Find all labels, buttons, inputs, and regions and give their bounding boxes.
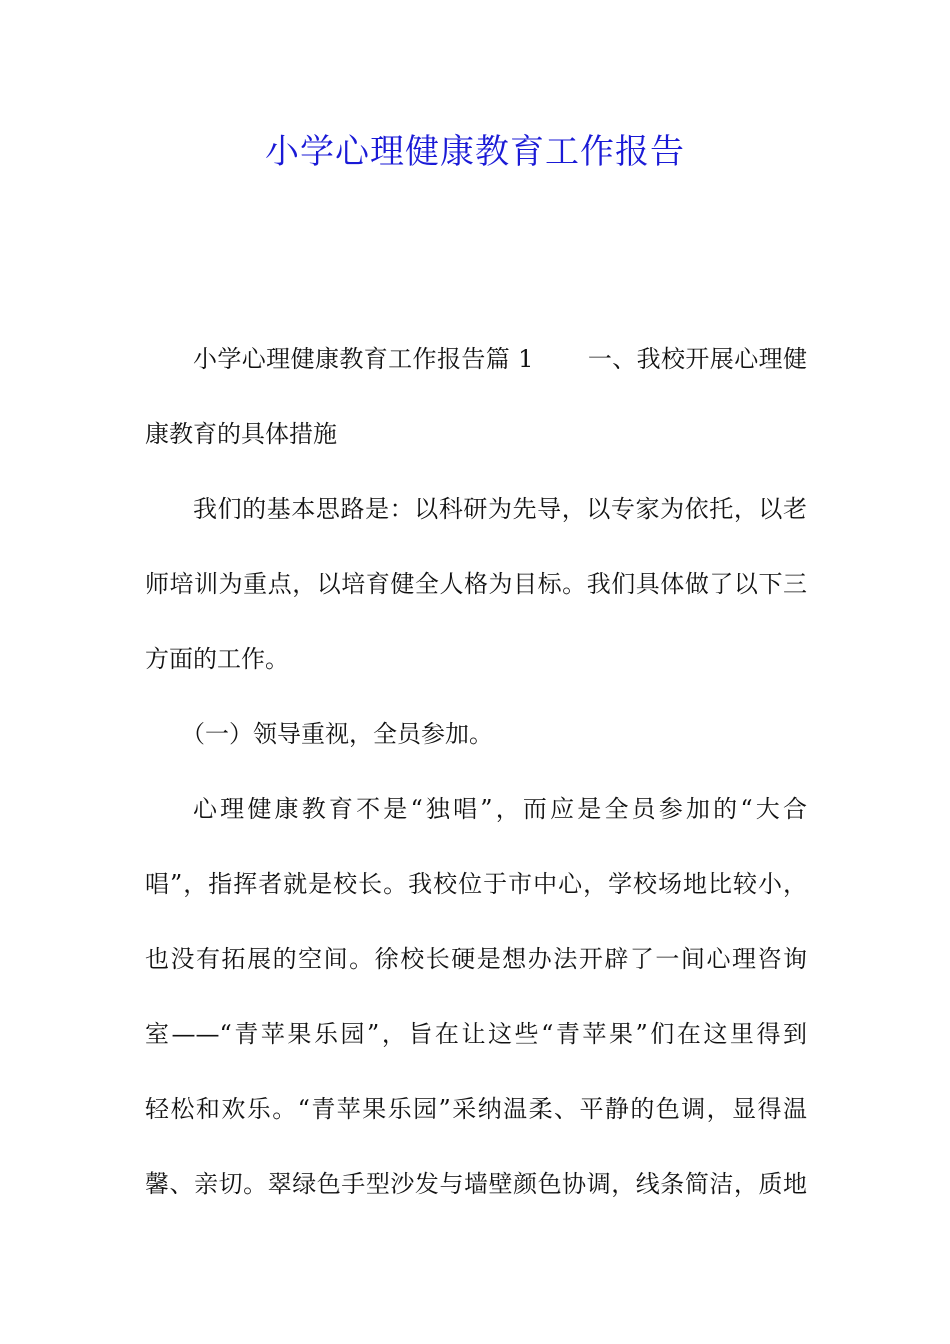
document-body <box>145 322 807 1222</box>
text-line: 心理健康教育不是“独唱”，而应是全员参加的“大合 <box>193 795 807 823</box>
document-title: 小学心理健康教育工作报告 <box>265 132 685 172</box>
text-line: 轻松和欢乐。“青苹果乐园”采纳温柔、平静的色调，显得温 <box>145 1095 807 1123</box>
section-heading: 小学心理健康教育工作报告篇 1 <box>193 345 534 373</box>
text-line: 也没有拓展的空间。徐校长硬是想办法开辟了一间心理咨询 <box>145 945 807 973</box>
text-line: 方面的工作。 <box>145 645 289 673</box>
text-line: 康教育的具体措施 <box>145 420 337 448</box>
text-line <box>145 322 807 397</box>
text-line: 师培训为重点，以培育健全人格为目标。我们具体做了以下三 <box>145 570 807 598</box>
text-line: 室——“青苹果乐园”，旨在让这些“青苹果”们在这里得到 <box>145 1020 807 1048</box>
text-line: 唱”，指挥者就是校长。我校位于市中心，学校场地比较小， <box>145 870 807 898</box>
subsection-heading: 一、我校开展心理健 <box>587 345 807 373</box>
text-line: 我们的基本思路是：以科研为先导，以专家为依托，以老 <box>193 495 807 523</box>
text-line: （一）领导重视，全员参加。 <box>181 720 493 748</box>
text-line: 馨、亲切。翠绿色手型沙发与墙壁颜色协调，线条简洁，质地 <box>145 1170 807 1198</box>
